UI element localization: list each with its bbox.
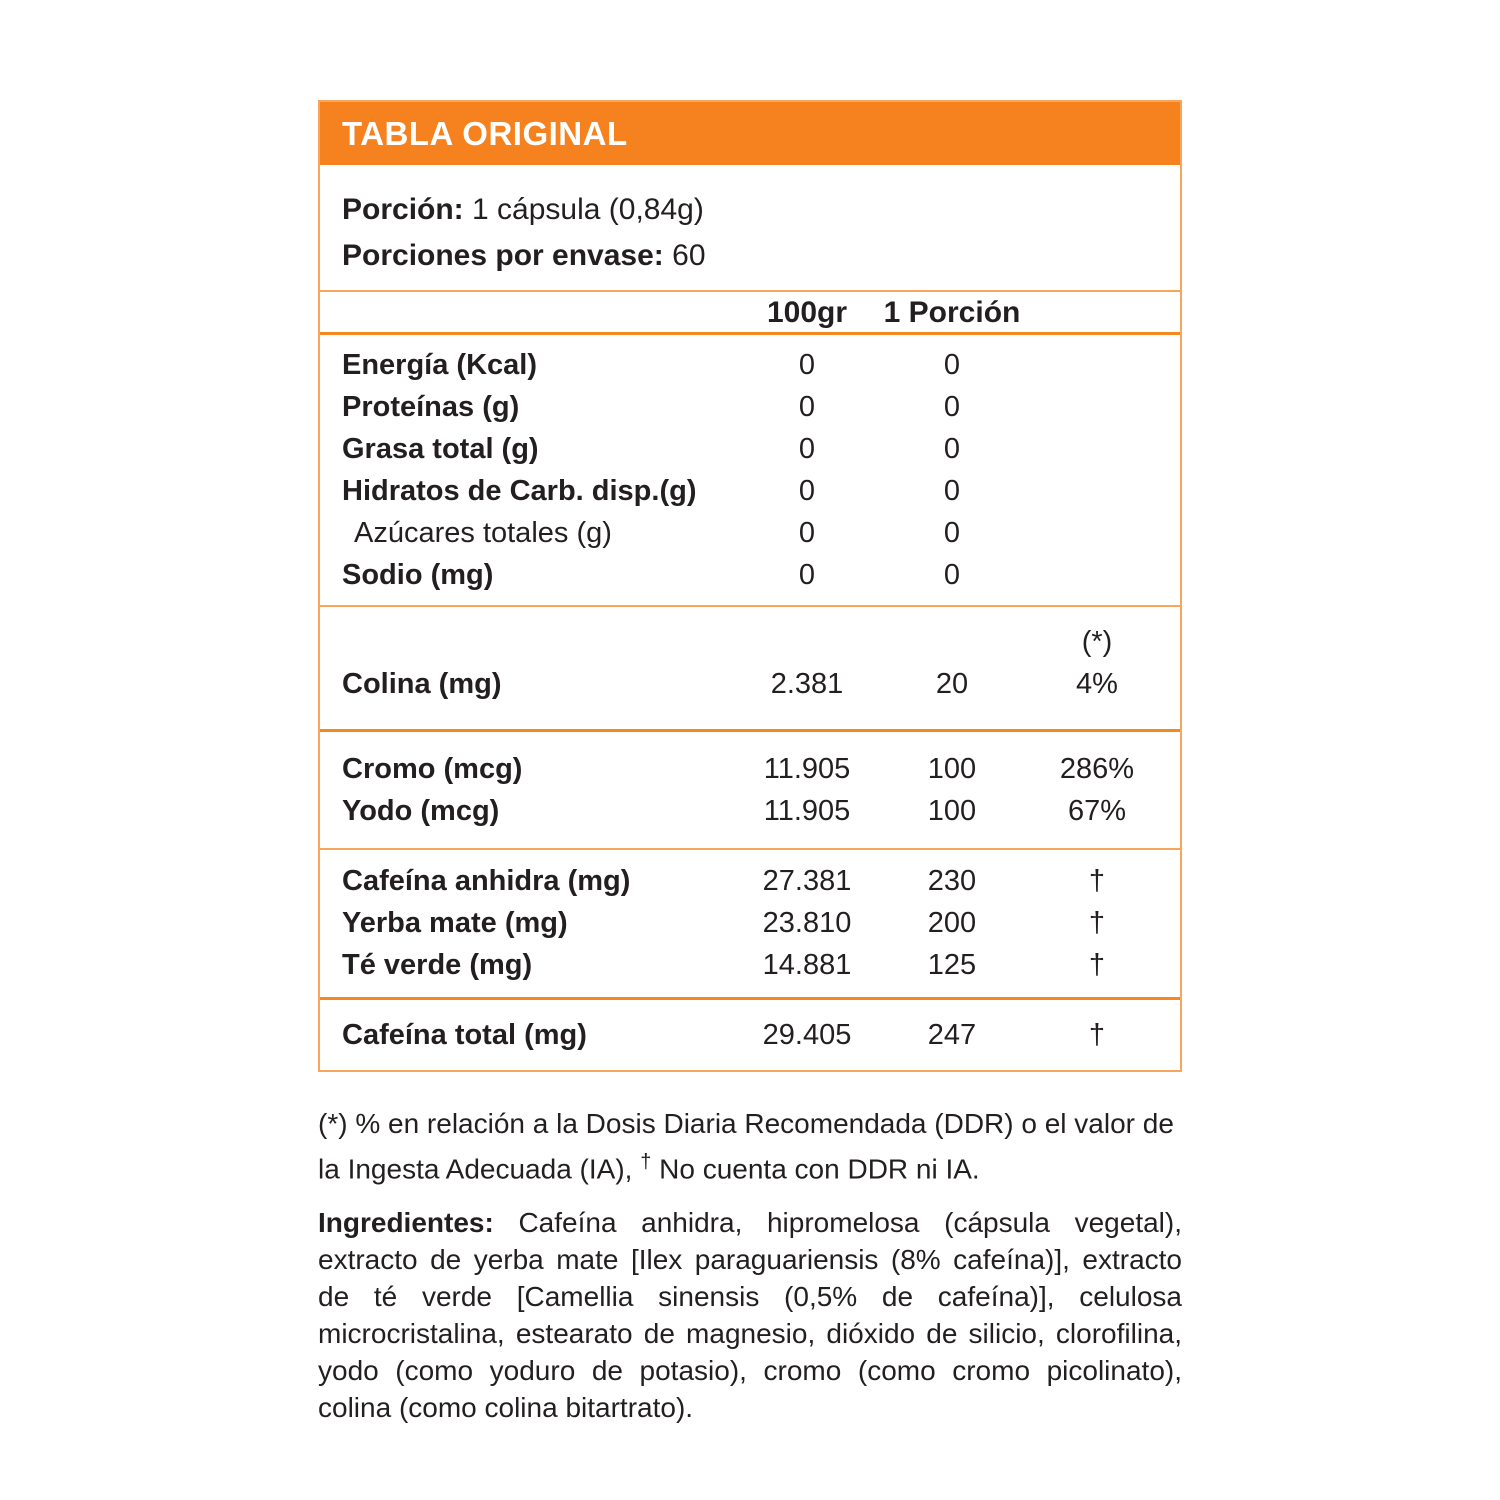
row-label: Cromo (mcg) — [342, 753, 523, 785]
table-row — [342, 944, 1167, 986]
row-value-c1: 14.881 — [762, 949, 852, 981]
ingredients-paragraph — [318, 1204, 1182, 1426]
row-label: Energía (Kcal) — [342, 349, 537, 381]
row-value-c3: † — [1088, 1019, 1106, 1051]
row-value-c1: 11.905 — [763, 753, 851, 785]
row-value-c3: 286% — [1059, 753, 1135, 785]
serving-size-line — [342, 187, 1158, 233]
ingredients-label: Ingredientes: — [318, 1207, 494, 1239]
row-label: Azúcares totales (g) — [354, 517, 612, 549]
nutrition-sections — [320, 332, 1180, 1070]
table-row — [342, 860, 1167, 902]
footnote-part1: (*) % en relación a la Dosis Diaria Recomendada (DDR) o el valor de la Ingesta Adecuada (IA), — [318, 1108, 1174, 1185]
row-value-c2: 200 — [927, 907, 977, 939]
row-value-c1: 0 — [798, 517, 816, 549]
serving-size-label: Porción: — [342, 193, 464, 226]
footnote — [318, 1105, 1182, 1188]
table-row — [342, 386, 1167, 428]
row-value-c3: † — [1088, 949, 1106, 981]
table-row — [342, 663, 1167, 705]
table-row — [342, 470, 1167, 512]
row-label: Proteínas (g) — [342, 391, 520, 423]
table-row — [342, 428, 1167, 470]
table-row — [342, 512, 1167, 554]
row-value-c2: 230 — [927, 865, 977, 897]
table-row — [342, 748, 1167, 790]
nutrition-section — [320, 997, 1180, 1070]
servings-per-container-value: 60 — [672, 239, 706, 272]
nutrition-section — [320, 332, 1180, 605]
nutrition-section — [320, 729, 1180, 848]
table-row — [342, 621, 1167, 663]
table-row — [342, 902, 1167, 944]
row-label: Colina (mg) — [342, 668, 502, 700]
row-value-c2: 0 — [943, 475, 961, 507]
row-label: Yerba mate (mg) — [342, 907, 568, 939]
footnote-part2: No cuenta con DDR ni IA. — [651, 1153, 980, 1185]
table-row — [342, 1014, 1167, 1056]
row-value-c1: 2.381 — [770, 668, 844, 700]
row-label: Té verde (mg) — [342, 949, 533, 981]
row-label: Cafeína anhidra (mg) — [342, 865, 631, 897]
ingredients-text: Cafeína anhidra, hipromelosa (cápsula vegetal), extracto de yerba mate [Ilex paraguariensis (8% cafeína)], extracto de té verde [Camellia sinensis (0,5% de cafeína)], celulosa microcristalina, estearato de magnesio, dióxido de silicio, clorofilina, yodo (como yoduro de potasio), cromo (como cromo picolinato), colina (como colina bitartrato). — [318, 1207, 1182, 1424]
row-value-c2: 0 — [943, 517, 961, 549]
row-value-c2: 100 — [927, 795, 977, 827]
row-value-c2: 0 — [943, 391, 961, 423]
servings-per-container-label: Porciones por envase: — [342, 239, 664, 272]
column-header-100g: 100gr — [766, 296, 848, 329]
row-value-c3: † — [1088, 865, 1106, 897]
row-value-c2: 0 — [943, 433, 961, 465]
nutrition-section — [320, 605, 1180, 729]
row-value-c3: † — [1088, 907, 1106, 939]
serving-info — [320, 165, 1180, 290]
row-value-c3: 4% — [1076, 668, 1118, 700]
row-label: Grasa total (g) — [342, 433, 539, 465]
nutrition-label — [318, 100, 1182, 1426]
row-value-c1: 0 — [798, 433, 816, 465]
row-value-c2: 20 — [935, 668, 969, 700]
table-row — [342, 790, 1167, 832]
dagger-icon: † — [640, 1151, 652, 1173]
row-value-c2: 125 — [927, 949, 977, 981]
servings-per-container-line — [342, 233, 1158, 279]
table-title-bar — [320, 102, 1180, 165]
column-header-row — [320, 290, 1180, 332]
row-value-c1: 23.810 — [762, 907, 852, 939]
row-label: Yodo (mcg) — [342, 795, 500, 827]
row-value-c3: 67% — [1067, 795, 1127, 827]
row-value-c1: 0 — [798, 349, 816, 381]
nutrition-section — [320, 848, 1180, 997]
nutrition-table — [318, 100, 1182, 1072]
row-value-c1: 29.405 — [762, 1019, 852, 1051]
row-value-c2: 0 — [943, 349, 961, 381]
row-value-c2: 100 — [927, 753, 977, 785]
table-row — [342, 344, 1167, 386]
row-label: Hidratos de Carb. disp.(g) — [342, 475, 697, 507]
row-value-c2: 247 — [927, 1019, 977, 1051]
column-header-serving: 1 Porción — [883, 296, 1021, 329]
table-row — [342, 554, 1167, 596]
row-label: Sodio (mg) — [342, 559, 494, 591]
row-value-c1: 0 — [798, 559, 816, 591]
row-value-c1: 27.381 — [762, 865, 852, 897]
row-label: Cafeína total (mg) — [342, 1019, 587, 1051]
row-value-c1: 0 — [798, 391, 816, 423]
row-value-c1: 11.905 — [763, 795, 851, 827]
table-title: TABLA ORIGINAL — [342, 115, 628, 152]
row-value-c3: (*) — [1081, 626, 1113, 658]
row-value-c2: 0 — [943, 559, 961, 591]
serving-size-value: 1 cápsula (0,84g) — [472, 193, 704, 226]
row-value-c1: 0 — [798, 475, 816, 507]
